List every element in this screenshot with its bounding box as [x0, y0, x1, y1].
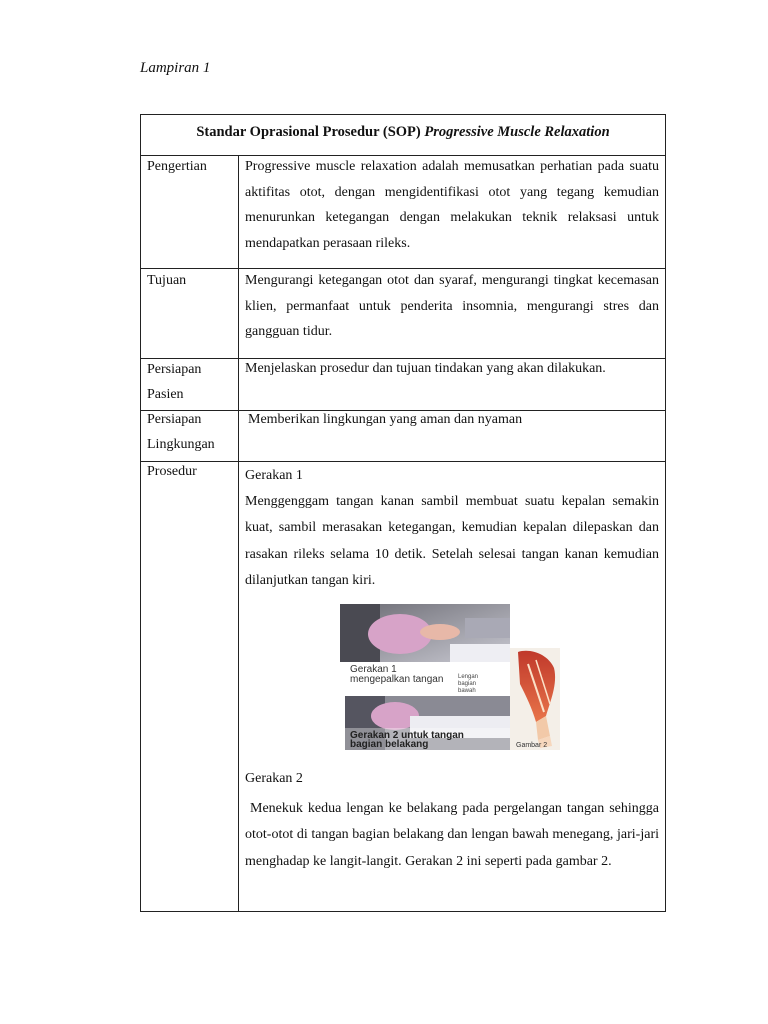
gerakan-1-text: Menggenggam tangan kanan sambil membuat suatu kepalan semakin kuat, sambil merasakan ketegangan, kemudian kepalan dilepaskan dan rasakan rileks selama 10 detik. Setelah selesai tangan kanan kemudian dilanjutkan tangan kiri.	[245, 493, 659, 588]
pengertian-text: Progressive muscle relaxation adalah memusatkan perhatian pada suatu aktifitas otot, dengan mengidentifikasi otot yang tegang kemudian menurunkan ketegangan dengan melakukan teknik relaksasi untuk mendapatkan perasaan rileks.	[245, 159, 659, 251]
label-persiapan-pasien-line1: Persiapan	[147, 362, 202, 377]
label-tujuan: Tujuan	[147, 273, 187, 288]
figure-small-text-3: bawah	[458, 688, 476, 694]
content-pengertian	[245, 154, 659, 256]
content-persiapan-lingkungan	[248, 407, 662, 433]
persiapan-lingkungan-text: Memberikan lingkungan yang aman dan nyaman	[248, 412, 523, 427]
figure-small-text-1: Lengan	[458, 674, 479, 680]
exercise-illustration	[340, 604, 560, 750]
persiapan-pasien-text: Menjelaskan prosedur dan tujuan tindakan yang akan dilakukan.	[245, 361, 606, 376]
tujuan-text: Mengurangi ketegangan otot dan syaraf, mengurangi tingkat kecemasan klien, permanfaat untuk penderita insomnia, mengurangi stres dan gangguan tidur.	[245, 273, 659, 339]
gerakan-2-text: Menekuk kedua lengan ke belakang pada pergelangan tangan sehingga otot-otot di tangan bagian belakang dan lengan bawah menegang, jari-jari menghadap ke langit-langit. Gerakan 2 ini seperti pada gambar 2.	[245, 800, 663, 869]
label-pengertian: Pengertian	[147, 159, 207, 174]
figure-caption-1-line1: Gerakan 1	[350, 664, 397, 675]
label-prosedur: Prosedur	[147, 464, 197, 479]
content-gerakan-1	[245, 463, 659, 595]
content-tujuan	[245, 268, 659, 345]
label-persiapan-lingkungan	[147, 407, 215, 457]
gerakan-2-title: Gerakan 2	[245, 771, 303, 786]
sop-title-italic: Progressive Muscle Relaxation	[424, 124, 610, 140]
sop-title-prefix: Standar Oprasional Prosedur (SOP)	[196, 124, 421, 140]
figure-caption-2-line2: bagian belakang	[350, 739, 429, 750]
sop-title	[141, 124, 665, 141]
figure-small-text-2: bagian	[458, 681, 477, 687]
lampiran-label: Lampiran 1	[140, 60, 211, 76]
gerakan-1-title: Gerakan 1	[245, 468, 303, 483]
gambar-2-label: Gambar 2	[516, 742, 548, 749]
column-divider	[238, 155, 239, 911]
content-persiapan-pasien	[245, 356, 659, 382]
figure-caption-2-line1: Gerakan 2 untuk tangan	[350, 730, 464, 741]
figure-caption-1-line2: mengepalkan tangan	[350, 674, 444, 685]
label-persiapan-lingkungan-line2: Lingkungan	[147, 437, 215, 452]
exercise-figure	[340, 604, 560, 750]
label-persiapan-lingkungan-line1: Persiapan	[147, 412, 202, 427]
content-gerakan-2	[245, 766, 663, 875]
label-persiapan-pasien	[147, 357, 201, 407]
row-divider	[141, 461, 665, 462]
label-persiapan-pasien-line2: Pasien	[147, 387, 184, 402]
sop-table	[140, 114, 666, 912]
